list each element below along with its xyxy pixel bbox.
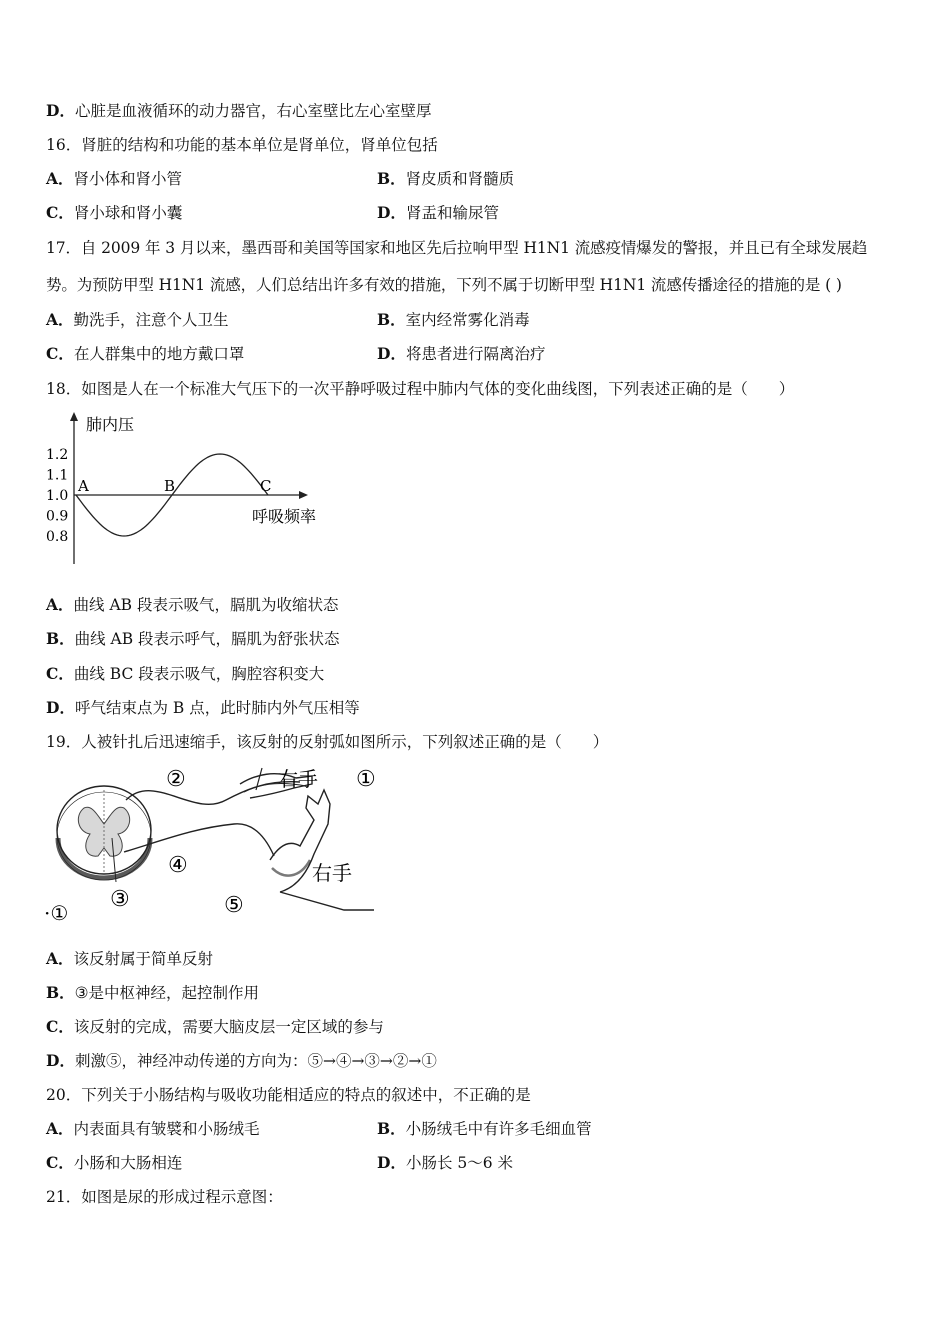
q16-option-c [46, 202, 182, 224]
q18-stem: 18．如图是人在一个标准大气压下的一次平静呼吸过程中肺内气体的变化曲线图，下列表述正确的是（ ） [46, 380, 795, 398]
q19-option-d [46, 1050, 437, 1072]
reflex-arc-figure [44, 760, 424, 935]
hand-label-bottom: 右手 [312, 861, 352, 885]
option-label: C． [46, 344, 74, 363]
mark-4: ④ [168, 853, 188, 878]
option-text: 曲线 BC 段表示吸气，胸腔容积变大 [73, 665, 325, 683]
q18-option-d [46, 697, 360, 719]
spinal-cord-icon [57, 786, 151, 880]
option-text: ③是中枢神经，起控制作用 [74, 984, 260, 1002]
q20-stem: 20．下列关于小肠结构与吸收功能相适应的特点的叙述中，不正确的是 [46, 1086, 531, 1104]
option-label: A． [46, 1119, 74, 1138]
q21-stem: 21．如图是尿的形成过程示意图： [46, 1188, 283, 1206]
option-label: B． [377, 310, 406, 329]
option-label: A． [46, 949, 74, 968]
option-text: 肾小球和肾小囊 [73, 204, 183, 222]
y-tick-label: 1.2 [46, 447, 69, 463]
q17-option-a [46, 309, 229, 331]
q16-stem: 16．肾脏的结构和功能的基本单位是肾单位，肾单位包括 [46, 136, 438, 154]
option-label: B． [377, 1119, 406, 1138]
option-label: C． [46, 203, 74, 222]
option-label: B． [46, 629, 75, 648]
q19-option-b [46, 982, 259, 1004]
arm-icon [270, 790, 374, 910]
option-label: C． [46, 1017, 74, 1036]
q18-option-b [46, 628, 340, 650]
q19-option-c [46, 1016, 384, 1038]
option-label: C． [46, 1153, 74, 1172]
option-text: 呼气结束点为 B 点，此时肺内外气压相等 [74, 699, 360, 717]
mark-3: ③ [110, 887, 130, 912]
option-text: 小肠长 5～6 米 [405, 1154, 514, 1172]
option-label: B． [377, 169, 406, 188]
option-text: 小肠和大肠相连 [73, 1154, 183, 1172]
option-label: D． [377, 1153, 406, 1172]
option-text: 心脏是血液循环的动力器官，右心室壁比左心室壁厚 [74, 102, 432, 120]
option-text: 该反射的完成，需要大脑皮层一定区域的参与 [73, 1018, 384, 1036]
option-text: 将患者进行隔离治疗 [405, 345, 546, 363]
option-text: 肾盂和输尿管 [405, 204, 499, 222]
q15-option-d [46, 100, 431, 122]
x-axis-arrow [299, 491, 308, 499]
option-label: A． [46, 310, 74, 329]
q17-option-d [377, 343, 545, 365]
q16-option-b [377, 168, 514, 190]
option-text: 刺激⑤，神经冲动传递的方向为：⑤→④→③→②→① [74, 1052, 437, 1070]
q18-option-a [46, 594, 338, 616]
option-text: 曲线 AB 段表示呼气，膈肌为舒张状态 [74, 630, 340, 648]
q20-option-c [46, 1152, 182, 1174]
option-text: 肾皮质和肾髓质 [405, 170, 515, 188]
y-tick-label: 1.1 [46, 467, 69, 484]
y-axis-label: 肺内压 [86, 415, 135, 434]
option-text: 肾小体和肾小管 [73, 170, 183, 188]
option-label: D． [377, 344, 406, 363]
q16-option-a [46, 168, 182, 190]
point-label-a: A [78, 477, 89, 495]
q17-stem-line2: 势。为预防甲型 H1N1 流感，人们总结出许多有效的措施，下列不属于切断甲型 H1N1 流感传播途径的措施的是 ( ) [46, 276, 842, 294]
y-tick-label: 0.9 [46, 508, 69, 525]
q18-option-c [46, 663, 324, 685]
y-axis-arrow [70, 412, 78, 421]
pressure-chart [40, 408, 340, 568]
option-text: 内表面具有皱襞和小肠绒毛 [73, 1120, 260, 1138]
hand-label-top: 右手 [278, 767, 318, 791]
option-label: D． [377, 203, 406, 222]
option-text: 曲线 AB 段表示吸气，膈肌为收缩状态 [73, 596, 339, 614]
point-label-c: C [260, 477, 272, 495]
q19-option-a [46, 948, 213, 970]
q16-option-d [377, 202, 499, 224]
y-tick-label: 0.8 [46, 529, 69, 545]
option-label: A． [46, 595, 74, 614]
mark-1: ① [356, 767, 376, 792]
mark-1-lower: ·① [44, 901, 69, 925]
option-label: D． [46, 101, 75, 120]
q20-option-a [46, 1118, 260, 1140]
option-text: 该反射属于简单反射 [73, 950, 214, 968]
q17-stem-line1: 17．自 2009 年 3 月以来，墨西哥和美国等国家和地区先后拉响甲型 H1N1 流感疫情爆发的警报，并且已有全球发展趋 [46, 239, 868, 257]
option-label: C． [46, 664, 74, 683]
mark-2: ② [166, 767, 186, 792]
q17-option-c [46, 343, 244, 365]
option-text: 勤洗手，注意个人卫生 [73, 311, 229, 329]
option-text: 室内经常雾化消毒 [405, 311, 530, 329]
option-label: B． [46, 983, 75, 1002]
y-tick-label: 1.0 [46, 488, 69, 504]
x-axis-label: 呼吸频率 [252, 507, 317, 526]
option-label: A． [46, 169, 74, 188]
point-label-b: B [164, 477, 176, 495]
option-text: 小肠绒毛中有许多毛细血管 [405, 1120, 592, 1138]
mark-5: ⑤ [224, 893, 244, 918]
q20-option-b [377, 1118, 592, 1140]
q19-stem: 19．人被针扎后迅速缩手，该反射的反射弧如图所示，下列叙述正确的是（ ） [46, 733, 609, 751]
q20-option-d [377, 1152, 513, 1174]
option-text: 在人群集中的地方戴口罩 [73, 345, 245, 363]
option-label: D． [46, 1051, 75, 1070]
option-label: D． [46, 698, 75, 717]
q17-option-b [377, 309, 530, 331]
